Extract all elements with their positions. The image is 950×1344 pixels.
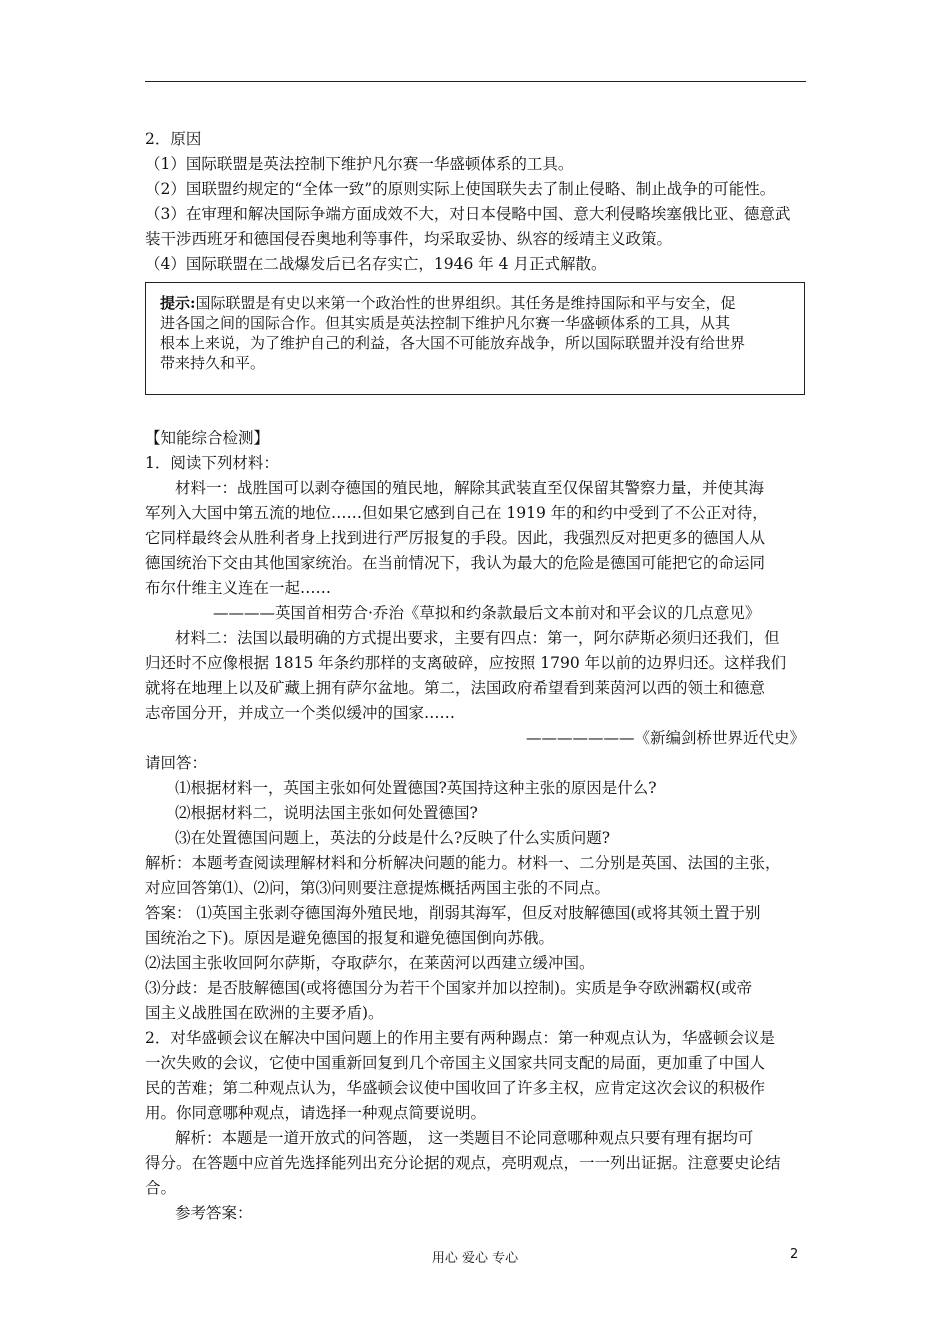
reason-item: （3）在审理和解决国际争端方面成效不大，对日本侵略中国、意大利侵略埃塞俄比亚、德意武: [145, 205, 791, 223]
tip-box: [145, 282, 805, 395]
section-title: 【知能综合检测】: [145, 429, 270, 447]
sub-question: ⑴根据材料一，英国主张如何处置德国?英国持这种主张的原因是什么?: [175, 779, 657, 797]
answer-line: 国统治之下)。原因是避免德国的报复和避免德国倒向苏俄。: [145, 929, 555, 947]
reason-item: （1）国际联盟是英法控制下维护凡尔赛一华盛顿体系的工具。: [145, 155, 574, 173]
header-rule: [145, 81, 806, 82]
material-line: 归还时不应像根据 1815 年条约那样的支离破碎，应按照 1790 年以前的边界归还。这样我们: [145, 654, 787, 672]
analysis-line: 得分。在答题中应首先选择能列出充分论据的观点，亮明观点，一一列出证据。注意要史论结: [145, 1154, 781, 1172]
question-intro: 1．阅读下列材料：: [145, 454, 279, 472]
material-line: 材料一：战胜国可以剥夺德国的殖民地，解除其武装直至仅保留其警察力量，并使其海: [175, 479, 765, 497]
answer-line: 国主义战胜国在欧洲的主要矛盾)。: [145, 1004, 384, 1022]
question-line: 用。你同意哪种观点，请选择一种观点简要说明。: [145, 1104, 487, 1122]
reference-answer-label: 参考答案：: [175, 1204, 253, 1222]
material-line: 材料二：法国以最明确的方式提出要求，主要有四点：第一，阿尔萨斯必须归还我们，但: [175, 629, 780, 647]
section-heading: 2．原因: [145, 130, 202, 148]
question-line: 民的苦难；第二种观点认为，华盛顿会议使中国收回了许多主权，应肯定这次会议的积极作: [145, 1079, 766, 1097]
tip-line: 进各国之间的国际合作。但其实质是英法控制下维护凡尔赛一华盛顿体系的工具，从其: [160, 314, 731, 332]
material-line: 德国统治下交由其他国家统治。在当前情况下，我认为最大的危险是德国可能把它的命运同: [145, 554, 766, 572]
analysis-line: 对应回答第⑴、⑵问，第⑶问则要注意提炼概括两国主张的不同点。: [145, 879, 611, 897]
material-source: ————英国首相劳合·乔治《草拟和约条款最后文本前对和平会议的几点意见》: [213, 604, 761, 622]
page-footer: 用心 爱心 专心: [431, 1251, 519, 1266]
material-source: ———————《新编剑桥世界近代史》: [525, 729, 805, 747]
tip-label: 提示:: [160, 294, 196, 312]
answer-line: ⑶分歧：是否肢解德国(或将德国分为若干个国家并加以控制)。实质是争夺欧洲霸权(或帝: [145, 979, 753, 997]
analysis-line: 解析：本题考查阅读理解材料和分析解决问题的能力。材料一、二分别是英国、法国的主张，: [145, 854, 781, 872]
material-line: 军列入大国中第五流的地位……但如果它感到自己在 1919 年的和约中受到了不公正对待，: [145, 504, 768, 522]
reason-item: 装干涉西班牙和德国侵吞奥地利等事件，均采取妥协、纵容的绥靖主义政策。: [145, 230, 673, 248]
sub-question: ⑵根据材料二，说明法国主张如何处置德国?: [175, 804, 478, 822]
material-line: 志帝国分开，并成立一个类似缓冲的国家……: [145, 704, 456, 722]
answer-line: ⑵法国主张收回阿尔萨斯，夺取萨尔，在莱茵河以西建立缓冲国。: [145, 954, 595, 972]
ask-label: 请回答：: [145, 754, 208, 772]
tip-line: 带来持久和平。: [160, 354, 266, 372]
material-line: 布尔什维主义连在一起……: [145, 579, 332, 597]
question-line: 一次失败的会议，它使中国重新回复到几个帝国主义国家共同支配的局面，更加重了中国人: [145, 1054, 766, 1072]
tip-line: 根本上来说，为了维护自己的利益，各大国不可能放弃战争，所以国际联盟并没有给世界: [160, 334, 746, 352]
question-line: 2．对华盛顿会议在解决中国问题上的作用主要有两种踢点：第一种观点认为，华盛顿会议是: [145, 1029, 775, 1047]
page-number: 2: [790, 1247, 799, 1262]
material-line: 就将在地理上以及矿藏上拥有萨尔盆地。第二，法国政府希望看到莱茵河以西的领土和德意: [145, 679, 766, 697]
sub-question: ⑶在处置德国问题上，英法的分歧是什么?反映了什么实质问题?: [175, 829, 611, 847]
analysis-line: 解析：本题是一道开放式的问答题， 这一类题目不论同意哪种观点只要有理有据均可: [175, 1129, 754, 1147]
tip-line: 提示:国际联盟是有史以来第一个政治性的世界组织。其任务是维持国际和平与安全，促: [160, 294, 736, 312]
analysis-line: 合。: [145, 1179, 177, 1197]
reason-item: （2）国联盟约规定的“全体一致”的原则实际上使国联失去了制止侵略、制止战争的可能性。: [145, 180, 776, 198]
answer-line: 答案： ⑴英国主张剥夺德国海外殖民地，削弱其海军，但反对肢解德国(或将其领土置于别: [145, 904, 761, 922]
material-line: 它同样最终会从胜利者身上找到进行严厉报复的手段。因此，我强烈反对把更多的德国人从: [145, 529, 766, 547]
reason-item: （4）国际联盟在二战爆发后已名存实亡，1946 年 4 月正式解散。: [145, 255, 607, 273]
